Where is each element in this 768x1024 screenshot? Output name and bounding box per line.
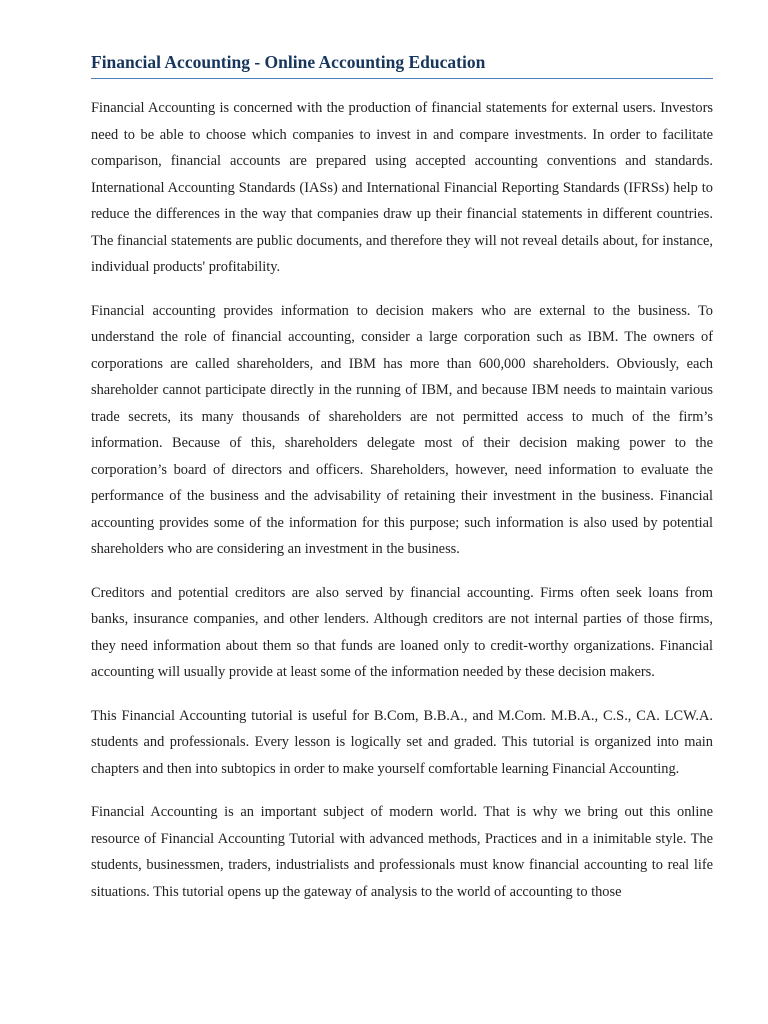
page-title: Financial Accounting - Online Accounting Education bbox=[91, 52, 486, 72]
title-underline bbox=[91, 78, 713, 79]
paragraph: Financial accounting provides information to decision makers who are external to the business. To understand the role of financial accounting, consider a large corporation such as IBM. The owners of corporations are called shareholders, and IBM has more than 600,000 shareholders. Obviously, each shareholder cannot participate directly in the running of IBM, and because IBM needs to maintain various trade secrets, its many thousands of shareholders are not permitted access to much of the firm’s information. Because of this, shareholders delegate most of their decision making power to the corporation’s board of directors and officers. Shareholders, however, need information to evaluate the performance of the business and the advisability of retaining their investment in the business. Financial accounting provides some of the information for this purpose; such information is also used by potential shareholders who are considering an investment in the business. bbox=[91, 302, 713, 557]
paragraph: Creditors and potential creditors are also served by financial accounting. Firms often seek loans from banks, insurance companies, and other lenders. Although creditors are not internal parties of those firms, they need information about them so that funds are loaned only to credit-worthy organizations. Financial accounting will usually provide at least some of the information needed by these decision makers. bbox=[91, 584, 713, 680]
document-body bbox=[91, 95, 713, 922]
paragraph: Financial Accounting is an important subject of modern world. That is why we bring out this online resource of Financial Accounting Tutorial with advanced methods, Practices and in a inimitable style. The students, businessmen, traders, industrialists and professionals must know financial accounting to real life situations. This tutorial opens up the gateway of analysis to the world of accounting to those bbox=[91, 804, 713, 900]
paragraph: This Financial Accounting tutorial is useful for B.Com, B.B.A., and M.Com. M.B.A., C.S., CA. LCW.A. students and professionals. Every lesson is logically set and graded. This tutorial is organized into main chapters and then into subtopics in order to make yourself comfortable learning Financial Accounting. bbox=[91, 707, 713, 777]
paragraph: Financial Accounting is concerned with the production of financial statements for external users. Investors need to be able to choose which companies to invest in and compare investments. In order to facilitate comparison, financial accounts are prepared using accepted accounting conventions and standards. International Accounting Standards (IASs) and International Financial Reporting Standards (IFRSs) help to reduce the differences in the way that companies draw up their financial statements in different countries. The financial statements are public documents, and therefore they will not reveal details about, for instance, individual products' profitability. bbox=[91, 100, 713, 275]
